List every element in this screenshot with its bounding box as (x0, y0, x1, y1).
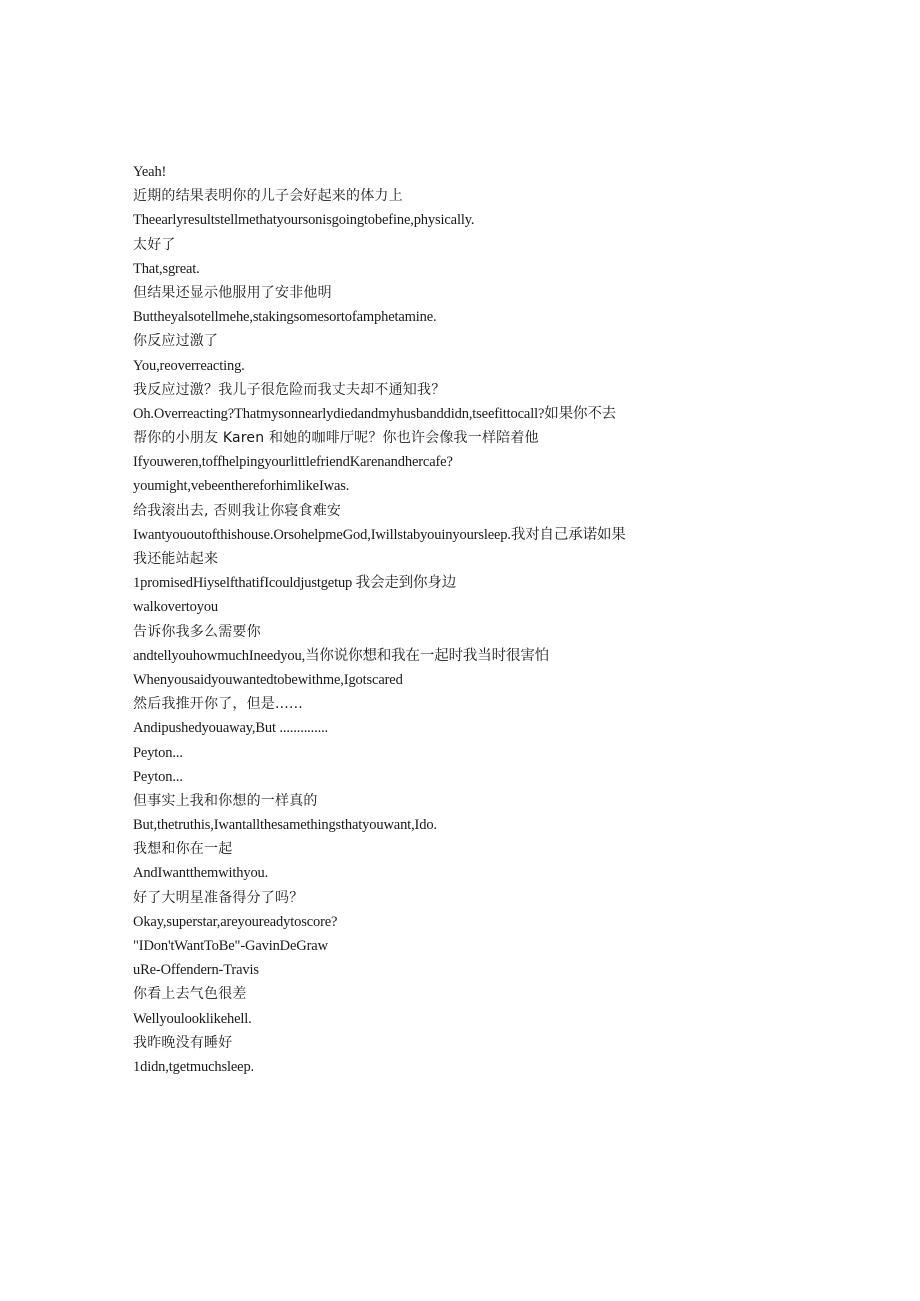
english-subtitle-line: uRe-Offendern-Travis (133, 962, 259, 979)
english-subtitle-line: youmight,vebeenthereforhimlikeIwas. (133, 478, 350, 495)
chinese-subtitle-line: 我昨晚没有睡好 (133, 1034, 233, 1051)
chinese-subtitle-line: 我反应过激？我儿子很危险而我丈夫却不通知我？ (133, 381, 446, 398)
english-subtitle-line: AndIwantthemwithyou. (133, 865, 269, 882)
english-subtitle-line: Buttheyalsotellmehe,stakingsomesortofamphetamine. (133, 309, 437, 326)
english-subtitle-line: "IDon'tWantToBe"-GavinDeGraw (133, 938, 328, 954)
english-subtitle-line: 1didn,tgetmuchsleep. (133, 1058, 255, 1075)
english-subtitle-line: Peyton... (133, 744, 183, 761)
english-subtitle-line: Wellyoulooklikehell. (133, 1010, 252, 1027)
english-subtitle-line: walkovertoyou (133, 599, 219, 616)
english-subtitle-line: Oh.Overreacting?Thatmysonnearlydiedandmyhusbanddidn,tseefittocall?如果你不去 (133, 405, 617, 422)
chinese-subtitle-line: 你看上去气色很差 (133, 986, 247, 1003)
english-subtitle-line: Okay,superstar,areyoureadytoscore? (133, 913, 338, 930)
chinese-subtitle-line: 告诉你我多么需要你 (133, 623, 261, 640)
chinese-subtitle-line: 但结果还显示他服用了安非他明 (133, 284, 332, 301)
english-subtitle-line: You,reoverreacting. (133, 357, 245, 374)
chinese-subtitle-line: 你反应过激了 (133, 333, 219, 350)
english-subtitle-line: Ifyouweren,toffhelpingyourlittlefriendKarenandhercafe? (133, 454, 453, 471)
english-subtitle-line: That,sgreat. (133, 260, 200, 277)
chinese-subtitle-line: 然后我推开你了，但是...... (133, 696, 303, 713)
english-subtitle-line: Theearlyresultstellmethatyoursonisgoingtobefine,physically. (133, 212, 475, 229)
chinese-subtitle-line: 太好了 (133, 236, 176, 253)
chinese-subtitle-line: 我还能站起来 (133, 551, 219, 567)
english-subtitle-line: andtellyouhowmuchIneedyou,当你说你想和我在一起时我当时很害怕 (133, 647, 550, 664)
english-subtitle-line: But,thetruthis,Iwantallthesamethingsthatyouwant,Ido. (133, 817, 437, 834)
subtitle-text-block (133, 160, 733, 1079)
english-subtitle-line: Peyton... (133, 768, 183, 785)
english-subtitle-line: Yeah! (133, 164, 167, 180)
english-subtitle-line: Andipushedyouaway,But .............. (133, 720, 329, 737)
english-subtitle-line: 1promisedHiyselfthatifIcouldjustgetup 我会走到你身边 (133, 575, 457, 592)
chinese-subtitle-line: 我想和你在一起 (133, 841, 233, 858)
chinese-subtitle-line: 给我滚出去, 否则我让你寝食难安 (133, 502, 342, 519)
english-subtitle-line: Iwantyououtofthishouse.OrsohelpmeGod,Iwillstabyouinyoursleep.我对自己承诺如果 (133, 526, 626, 543)
english-subtitle-line: Whenyousaidyouwantedtobewithme,Igotscared (133, 671, 403, 688)
chinese-subtitle-line: 好了大明星准备得分了吗？ (133, 889, 304, 906)
chinese-subtitle-line: 近期的结果表明你的儿子会好起来的体力上 (133, 188, 403, 205)
chinese-subtitle-line: 帮你的小朋友 Karen 和她的咖啡厅呢？你也许会像我一样陪着他 (133, 430, 539, 447)
chinese-subtitle-line: 但事实上我和你想的一样真的 (133, 792, 318, 809)
